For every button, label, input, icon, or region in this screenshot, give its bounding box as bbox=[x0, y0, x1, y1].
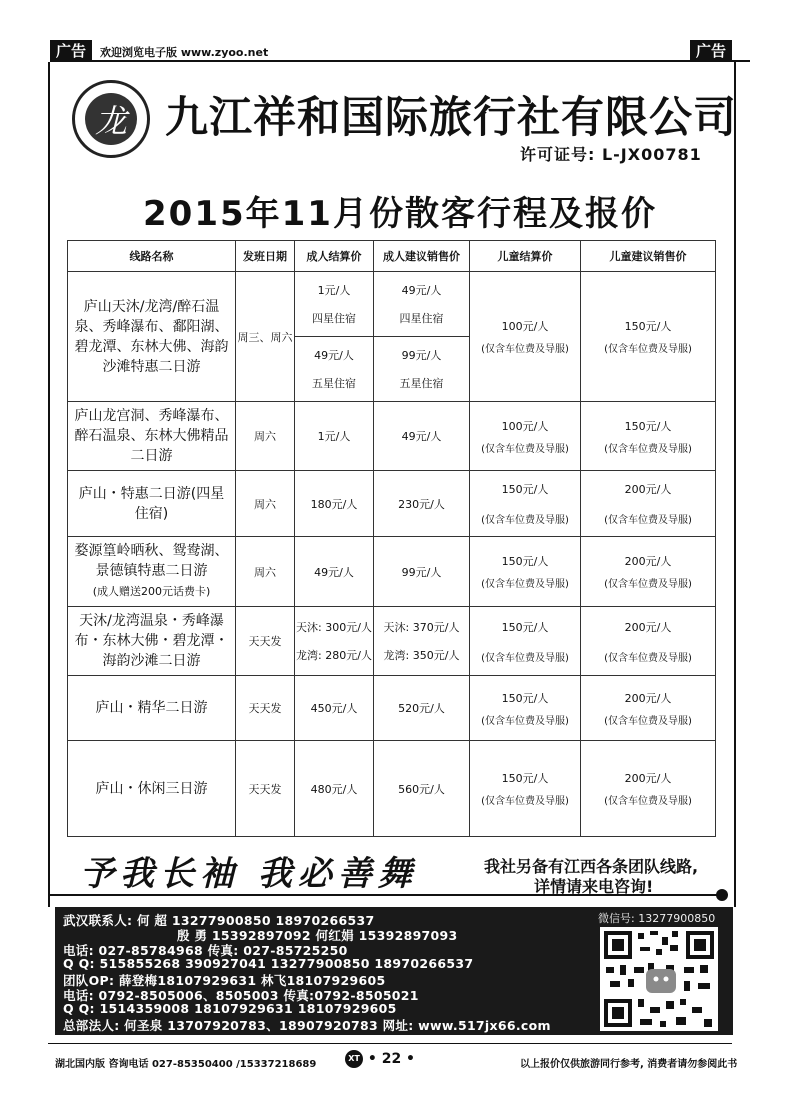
company-logo bbox=[72, 80, 150, 158]
price-note: (仅含车位费及导服) bbox=[481, 579, 569, 590]
footer-divider bbox=[48, 1043, 732, 1044]
price-note: (仅含车位费及导服) bbox=[481, 344, 569, 355]
table-row bbox=[68, 607, 716, 676]
price: 150元/人 bbox=[501, 483, 549, 496]
wechat-id: 微信号: 13277900850 bbox=[598, 912, 716, 925]
route-name: 婺源篁岭晒秋、鸳鸯湖、景德镇特惠二日游 bbox=[74, 543, 229, 579]
route-name: 庐山・特惠二日游(四星住宿) bbox=[68, 471, 236, 537]
itinerary-title: 2015年11月份散客行程及报价 bbox=[143, 194, 657, 234]
price: 49元/人 bbox=[401, 284, 442, 297]
price-note: 五星住宿 bbox=[399, 377, 444, 390]
logo-glyph: 龙 bbox=[85, 93, 137, 145]
extra-line-2: 详情请来电咨询! bbox=[534, 877, 654, 896]
col-child-sale: 儿童建议销售价 bbox=[581, 241, 716, 272]
ad-tag-left: 广告 bbox=[50, 40, 92, 62]
col-adult-sale: 成人建议销售价 bbox=[374, 241, 470, 272]
extra-routes-note bbox=[484, 857, 698, 897]
price: 200元/人 bbox=[624, 483, 672, 496]
adult-price-cell: 450元/人 bbox=[295, 676, 374, 741]
table-row bbox=[68, 471, 716, 537]
slogan-calligraphy: 予我长袖 我必善舞 bbox=[80, 854, 418, 894]
adult-sale-cell: 230元/人 bbox=[374, 471, 470, 537]
table-row bbox=[68, 402, 716, 471]
price: 150元/人 bbox=[501, 772, 549, 785]
ad-tag-right: 广告 bbox=[690, 40, 732, 62]
table-row bbox=[68, 676, 716, 741]
price: 200元/人 bbox=[624, 620, 672, 634]
child-price-cell bbox=[470, 537, 581, 607]
section-divider bbox=[48, 894, 718, 896]
price-note: (仅含车位费及导服) bbox=[604, 652, 692, 664]
price-note: (仅含车位费及导服) bbox=[481, 652, 569, 664]
contact-qq: Q Q: 515855268 390927041 13277900850 18970266537 bbox=[63, 956, 474, 971]
contact-phone: 电话: 027-85784968 传真: 027-85725250 bbox=[63, 943, 348, 958]
child-sale-cell bbox=[581, 402, 716, 471]
page-number bbox=[345, 1050, 415, 1068]
route-date: 天天发 bbox=[236, 607, 295, 676]
route-date: 周六 bbox=[236, 402, 295, 471]
adult-price-cell bbox=[295, 272, 374, 337]
child-sale-cell bbox=[581, 471, 716, 537]
table-header-row bbox=[68, 241, 716, 272]
footer-disclaimer: 以上报价仅供旅游同行参考, 消费者请勿参阅此书 bbox=[520, 1059, 738, 1070]
price: 150元/人 bbox=[624, 320, 672, 333]
price: 200元/人 bbox=[624, 772, 672, 785]
contact-wuhan-2: 殷 勇 15392897092 何红娟 15392897093 bbox=[177, 928, 458, 943]
route-date: 天天发 bbox=[236, 741, 295, 837]
table-row bbox=[68, 741, 716, 837]
extra-line-1: 我社另备有江西各条团队线路, bbox=[484, 857, 699, 876]
price-note: 五星住宿 bbox=[312, 377, 356, 390]
adult-sale-cell: 520元/人 bbox=[374, 676, 470, 741]
adult-sale-cell bbox=[374, 337, 470, 402]
route-name: 庐山天沐/龙湾/醉石温泉、秀峰瀑布、鄱阳湖、碧龙潭、东林大佛、海韵沙滩特惠二日游 bbox=[68, 272, 236, 402]
col-adult-price: 成人结算价 bbox=[295, 241, 374, 272]
page-number-text: • 22 • bbox=[367, 1051, 416, 1067]
child-price-cell bbox=[470, 607, 581, 676]
price-note: (仅含车位费及导服) bbox=[604, 579, 692, 590]
publisher-badge-icon: XT bbox=[345, 1050, 363, 1068]
table-row bbox=[68, 537, 716, 607]
col-child-price: 儿童结算价 bbox=[470, 241, 581, 272]
adult-price-cell bbox=[295, 337, 374, 402]
price-note: (仅含车位费及导服) bbox=[604, 443, 692, 455]
price: 150元/人 bbox=[501, 555, 549, 568]
tour-price-table bbox=[67, 240, 716, 837]
contact-wuhan: 武汉联系人: 何 超 13277900850 18970266537 bbox=[63, 913, 375, 928]
route-date: 天天发 bbox=[236, 676, 295, 741]
price: 1元/人 bbox=[317, 284, 351, 297]
adult-sale-cell: 560元/人 bbox=[374, 741, 470, 837]
price-note: (仅含车位费及导服) bbox=[604, 715, 692, 727]
site-url[interactable]: 欢迎浏览电子版 www.zyoo.net bbox=[100, 46, 269, 59]
adult-price-cell bbox=[295, 607, 374, 676]
adult-sale-cell: 49元/人 bbox=[374, 402, 470, 471]
child-price-cell bbox=[470, 471, 581, 537]
price-note: 四星住宿 bbox=[399, 312, 444, 325]
contact-phone-2: 电话: 0792-8505006、8505003 传真:0792-8505021 bbox=[63, 988, 419, 1003]
price-note: (仅含车位费及导服) bbox=[481, 515, 569, 526]
price: 龙湾: 350元/人 bbox=[383, 649, 460, 662]
adult-sale-cell: 99元/人 bbox=[374, 537, 470, 607]
price-note: (仅含车位费及导服) bbox=[604, 515, 692, 526]
price-note: (仅含车位费及导服) bbox=[604, 344, 692, 355]
price: 49元/人 bbox=[314, 349, 354, 362]
child-sale-cell bbox=[581, 676, 716, 741]
child-sale-cell bbox=[581, 272, 716, 402]
route-name: 天沐/龙湾温泉・秀峰瀑布・东林大佛・碧龙潭・海韵沙滩二日游 bbox=[68, 607, 236, 676]
price: 200元/人 bbox=[624, 555, 672, 568]
price: 天沐: 300元/人 bbox=[296, 621, 372, 634]
price-note: (仅含车位费及导服) bbox=[481, 796, 569, 807]
route-name: 庐山・精华二日游 bbox=[68, 676, 236, 741]
route-name: 庐山龙宫洞、秀峰瀑布、醉石温泉、东林大佛精品二日游 bbox=[68, 402, 236, 471]
route-promo: (成人赠送200元话费卡) bbox=[92, 585, 211, 598]
child-sale-cell bbox=[581, 741, 716, 837]
adult-price-cell: 49元/人 bbox=[295, 537, 374, 607]
route-name-cell bbox=[68, 537, 236, 607]
price: 150元/人 bbox=[501, 620, 549, 634]
route-date: 周三、周六 bbox=[236, 272, 295, 402]
price: 99元/人 bbox=[401, 349, 442, 362]
price: 150元/人 bbox=[501, 691, 549, 705]
child-price-cell bbox=[470, 741, 581, 837]
price-note: (仅含车位费及导服) bbox=[604, 796, 692, 807]
route-date: 周六 bbox=[236, 537, 295, 607]
col-route: 线路名称 bbox=[68, 241, 236, 272]
adult-sale-cell bbox=[374, 607, 470, 676]
footer-edition: 湖北国内版 咨询电话 027-85350400 /15337218689 bbox=[55, 1059, 317, 1070]
route-name: 庐山・休闲三日游 bbox=[68, 741, 236, 837]
price-note: (仅含车位费及导服) bbox=[481, 715, 569, 727]
company-name: 九江祥和国际旅行社有限公司 bbox=[165, 93, 737, 143]
bullet-dot-icon bbox=[716, 889, 728, 901]
qr-code-icon[interactable] bbox=[600, 927, 718, 1031]
child-price-cell bbox=[470, 402, 581, 471]
adult-price-cell: 480元/人 bbox=[295, 741, 374, 837]
price: 龙湾: 280元/人 bbox=[296, 649, 372, 662]
child-sale-cell bbox=[581, 607, 716, 676]
adult-price-cell: 180元/人 bbox=[295, 471, 374, 537]
price-note: 四星住宿 bbox=[312, 312, 356, 325]
col-date: 发班日期 bbox=[236, 241, 295, 272]
child-price-cell bbox=[470, 272, 581, 402]
price: 100元/人 bbox=[501, 419, 549, 433]
price: 150元/人 bbox=[624, 419, 672, 433]
license-number: 许可证号: L-JX00781 bbox=[520, 145, 702, 164]
contact-team-op: 团队OP: 薛登梅18107929631 林飞18107929605 bbox=[63, 973, 386, 988]
price: 200元/人 bbox=[624, 691, 672, 705]
contact-qq-2: Q Q: 1514359008 18107929631 18107929605 bbox=[63, 1001, 397, 1016]
table-row bbox=[68, 272, 716, 337]
price: 天沐: 370元/人 bbox=[383, 621, 460, 634]
child-sale-cell bbox=[581, 537, 716, 607]
adult-sale-cell bbox=[374, 272, 470, 337]
price-note: (仅含车位费及导服) bbox=[481, 443, 569, 455]
adult-price-cell: 1元/人 bbox=[295, 402, 374, 471]
contact-panel bbox=[55, 907, 733, 1035]
child-price-cell bbox=[470, 676, 581, 741]
price: 100元/人 bbox=[501, 320, 549, 333]
route-date: 周六 bbox=[236, 471, 295, 537]
contact-hq: 总部法人: 何圣泉 13707920783、18907920783 网址: www.517jx66.com bbox=[63, 1018, 551, 1033]
